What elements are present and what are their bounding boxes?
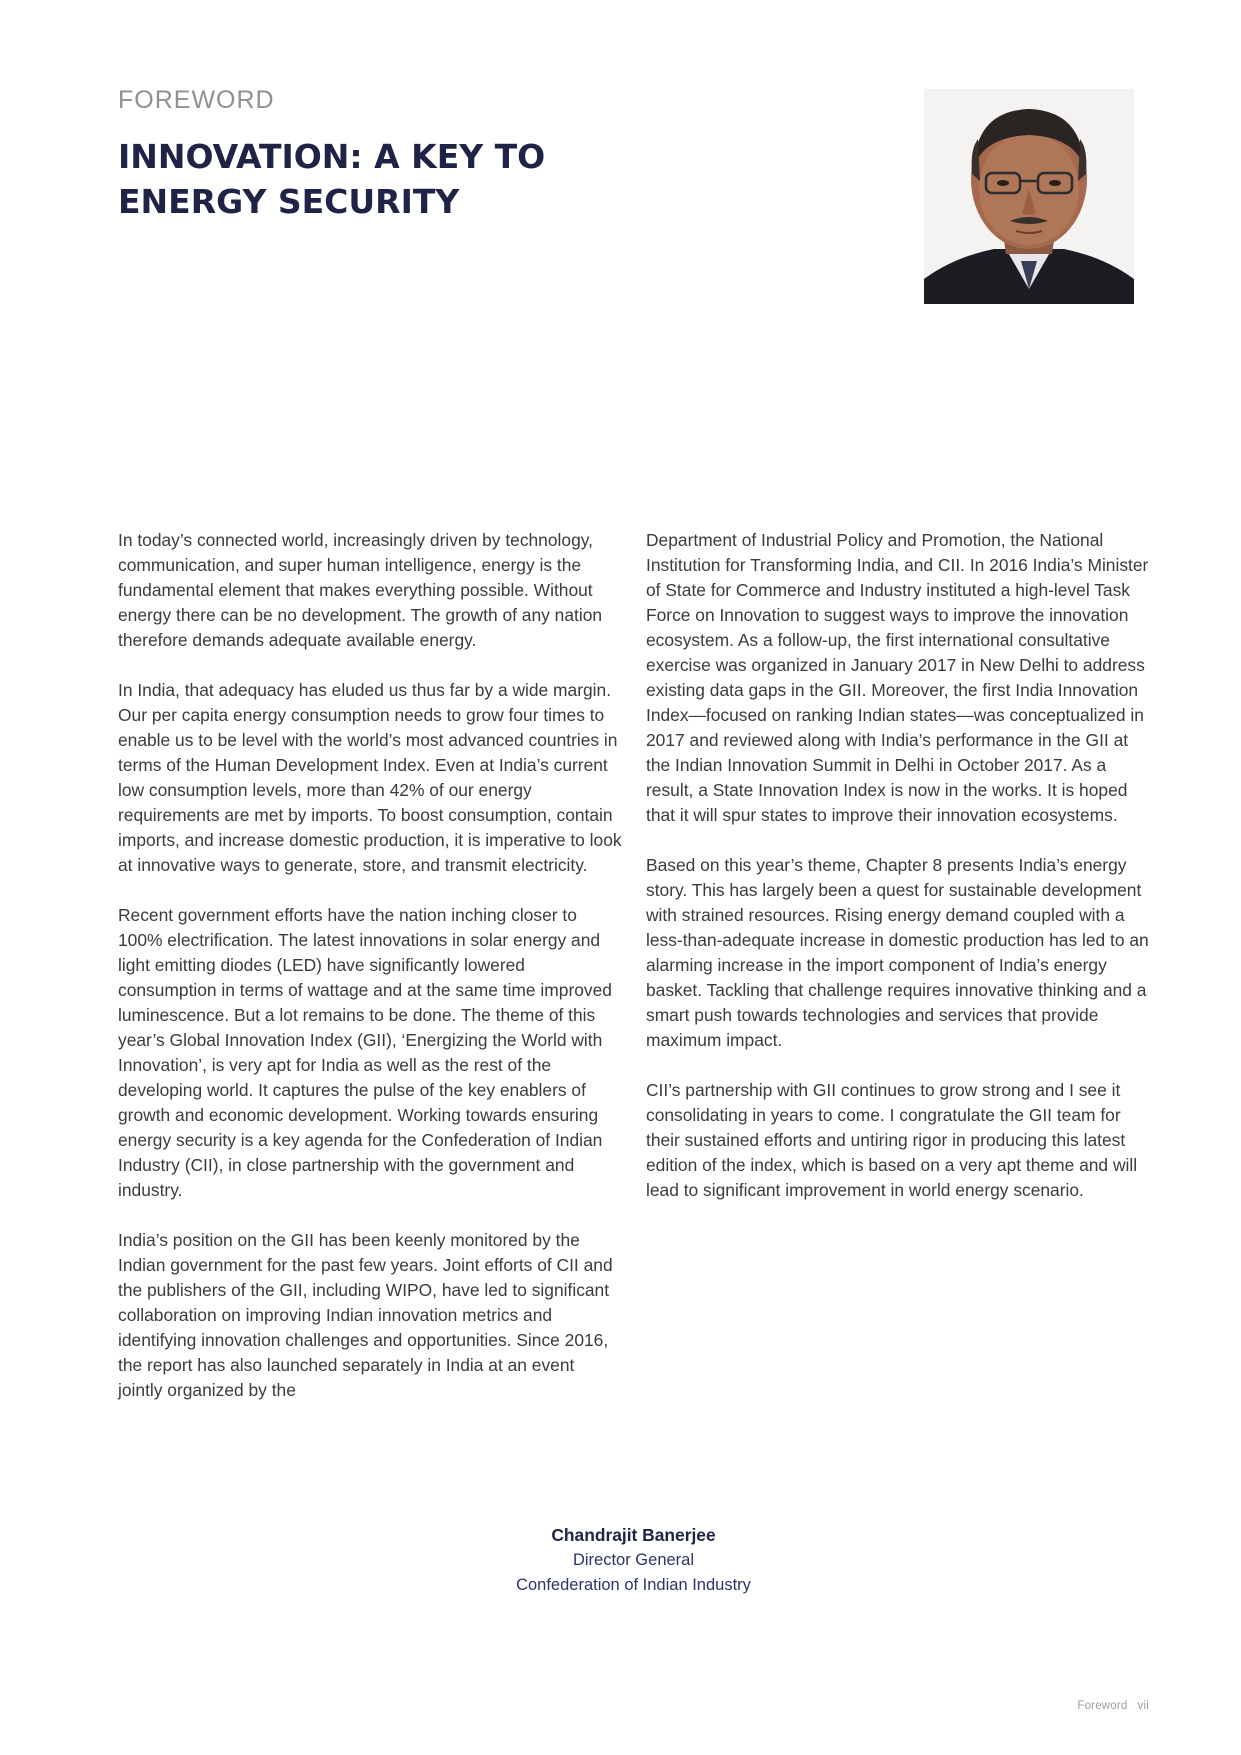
footer-section-label: Foreword	[1077, 1700, 1128, 1712]
section-kicker: FOREWORD	[118, 86, 275, 114]
body-column-right	[646, 528, 1151, 1228]
body-paragraph: India’s position on the GII has been keenly monitored by the Indian government for the past few years. Joint efforts of CII and the publishers of the GII, including WIPO, have led to significant collaboration on improving Indian innovation metrics and identifying innovation challenges and opportunities. Since 2016, the report has also launched separately in India at an event jointly organized by the	[118, 1230, 613, 1400]
body-paragraph: Recent government efforts have the nation inching closer to 100% electrification. The latest innovations in solar energy and light emitting diodes (LED) have significantly lowered consumption in terms of wattage and at the same time improved luminescence. But a lot remains to be done. The theme of this year’s Global Innovation Index (GII), ‘Energizing the World with Innovation’, is very apt for India as well as the rest of the developing world. It captures the pulse of the key enablers of growth and economic development. Working towards ensuring energy security is a key agenda for the Confederation of Indian Industry (CII), in close partnership with the government and industry.	[118, 905, 612, 1200]
body-paragraph: Based on this year’s theme, Chapter 8 presents India’s energy story. This has largely been a quest for sustainable development with strained resources. Rising energy demand coupled with a less-than-adequate increase in domestic production has led to an alarming increase in the import component of India’s energy basket. Tackling that challenge requires innovative thinking and a smart push towards technologies and services that provide maximum impact.	[646, 855, 1149, 1050]
body-column-left	[118, 528, 623, 1428]
title-line-1: INNOVATION: A KEY TO	[118, 137, 546, 176]
title-line-2: ENERGY SECURITY	[118, 182, 460, 221]
signatory-role: Director General	[572, 1551, 695, 1569]
signatory-name: Chandrajit Banerjee	[551, 1525, 716, 1545]
signatory-organization: Confederation of Indian Industry	[516, 1576, 751, 1594]
body-paragraph: In India, that adequacy has eluded us thus far by a wide margin. Our per capita energy consumption needs to grow four times to enable us to be level with the world’s most advanced countries in terms of the Human Development Index. Even at India’s current low consumption levels, more than 42% of our energy requirements are met by imports. To boost consumption, contain imports, and increase domestic production, it is imperative to look at innovative ways to generate, store, and transmit electricity.	[118, 680, 622, 875]
page-number: vii	[1137, 1700, 1149, 1712]
body-paragraph: In today’s connected world, increasingly driven by technology, communication, and super human intelligence, energy is the fundamental element that makes everything possible. Without energy there can be no development. The growth of any nation therefore demands adequate available energy.	[118, 530, 603, 650]
body-paragraph: CII’s partnership with GII continues to grow strong and I see it consolidating in years to come. I congratulate the GII team for their sustained efforts and untiring rigor in producing this latest edition of the index, which is based on a very apt theme and will lead to significant improvement in world energy scenario.	[646, 1080, 1138, 1200]
page-footer	[1077, 1700, 1149, 1712]
signature-block	[0, 1523, 1241, 1598]
author-portrait	[924, 89, 1134, 304]
body-paragraph: Department of Industrial Policy and Promotion, the National Institution for Transforming India, and CII. In 2016 India’s Minister of State for Commerce and Industry instituted a high-level Task Force on Innovation to suggest ways to improve the innovation ecosystem. As a follow-up, the first international consultative exercise was organized in January 2017 in New Delhi to address existing data gaps in the GII. Moreover, the first India Innovation Index—focused on ranking Indian states—was conceptualized in 2017 and reviewed along with India’s performance in the GII at the Indian Innovation Summit in Delhi in October 2017. As a result, a State Innovation Index is now in the works. It is hoped that it will spur states to improve their innovation ecosystems.	[646, 530, 1149, 825]
page-title	[118, 134, 678, 224]
